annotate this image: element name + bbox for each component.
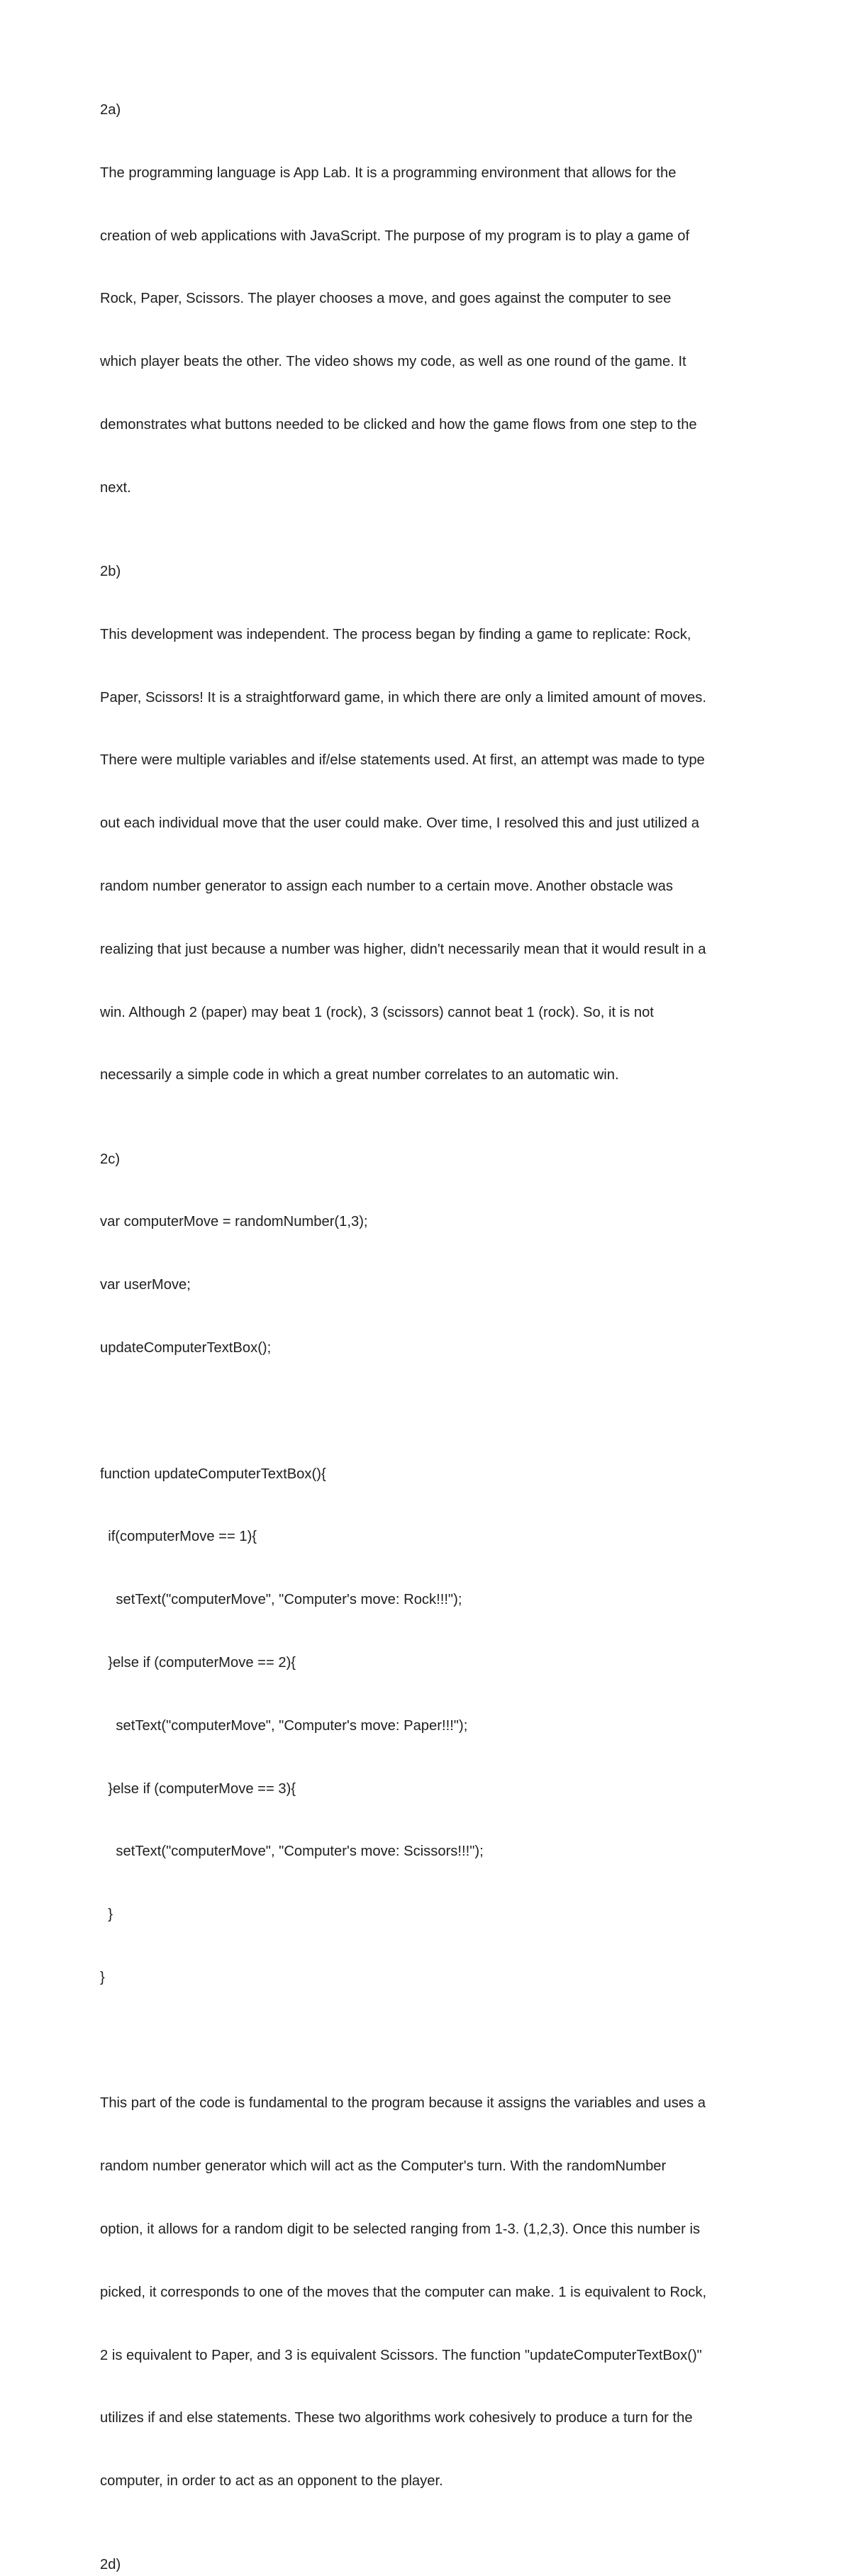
- paragraph-line: demonstrates what buttons needed to be clicked and how the game flows from one step to the: [100, 416, 697, 433]
- section-2a-heading: 2a): [100, 102, 121, 118]
- code-line: setText("computerMove", "Computer's move: Scissors!!!");: [100, 1844, 484, 1860]
- paragraph-line: next.: [100, 479, 131, 496]
- blank-line: [100, 2534, 760, 2555]
- paragraph-line: picked, it corresponds to one of the moves that the computer can make. 1 is equivalent to Rock,: [100, 2284, 707, 2300]
- code-line: }: [100, 1969, 105, 1985]
- paragraph-line: This development was independent. The process began by finding a game to replicate: Rock,: [100, 626, 691, 642]
- paragraph-line: 2 is equivalent to Paper, and 3 is equivalent Scissors. The function "updateComputerTextBox()": [100, 2347, 702, 2363]
- paragraph-line: random number generator to assign each number to a certain move. Another obstacle was: [100, 878, 673, 894]
- paragraph-line: Rock, Paper, Scissors. The player chooses a move, and goes against the computer to see: [100, 291, 672, 307]
- blank-line: [100, 1128, 760, 1149]
- code-line: setText("computerMove", "Computer's move: Rock!!!");: [100, 1592, 462, 1608]
- code-line: var computerMove = randomNumber(1,3);: [100, 1214, 368, 1230]
- paragraph-line: The programming language is App Lab. It is a programming environment that allows for the: [100, 165, 677, 181]
- paragraph-line: computer, in order to act as an opponent to the player.: [100, 2473, 443, 2489]
- blank-line: [100, 540, 760, 562]
- blank-line: [100, 2031, 760, 2052]
- code-line: var userMove;: [100, 1277, 191, 1293]
- blank-line: [100, 1401, 760, 1422]
- code-block-declarations: [100, 1170, 760, 1401]
- paragraph-line: Paper, Scissors! It is a straightforward game, in which there are only a limited amount of moves.: [100, 689, 706, 706]
- paragraph-line: There were multiple variables and if/else statements used. At first, an attempt was made to type: [100, 752, 705, 769]
- section-2a-paragraph: [100, 121, 760, 541]
- paragraph-line: out each individual move that the user could make. Over time, I resolved this and just utilized a: [100, 815, 699, 832]
- section-2c-heading: 2c): [100, 1151, 121, 1167]
- paragraph-line: utilizes if and else statements. These two algorithms work cohesively to produce a turn for the: [100, 2410, 693, 2426]
- code-block-function: [100, 1422, 760, 2030]
- code-line: setText("computerMove", "Computer's move: Paper!!!");: [100, 1717, 468, 1734]
- code-line: }else if (computerMove == 2){: [100, 1654, 296, 1671]
- section-2b-heading: 2b): [100, 564, 121, 580]
- code-line: function updateComputerTextBox(){: [100, 1466, 326, 1482]
- paragraph-line: necessarily a simple code in which a great number correlates to an automatic win.: [100, 1067, 619, 1083]
- paragraph-line: realizing that just because a number was higher, didn't necessarily mean that it would result in a: [100, 941, 706, 957]
- code-line: if(computerMove == 1){: [100, 1529, 257, 1545]
- document-page: [100, 100, 760, 2576]
- section-2b-paragraph: [100, 583, 760, 1128]
- paragraph-line: random number generator which will act as the Computer's turn. With the randomNumber: [100, 2158, 667, 2175]
- section-2d-heading: 2d): [100, 2557, 121, 2573]
- code-line: }else if (computerMove == 3){: [100, 1780, 296, 1797]
- paragraph-line: win. Although 2 (paper) may beat 1 (rock), 3 (scissors) cannot beat 1 (rock). So, it is not: [100, 1004, 654, 1020]
- code-line: }: [100, 1907, 113, 1923]
- code-line: updateComputerTextBox();: [100, 1340, 272, 1356]
- section-2c-paragraph: [100, 2051, 760, 2534]
- paragraph-line: option, it allows for a random digit to be selected ranging from 1-3. (1,2,3). Once this number is: [100, 2221, 701, 2237]
- paragraph-line: creation of web applications with JavaScript. The purpose of my program is to play a game of: [100, 228, 690, 244]
- paragraph-line: which player beats the other. The video shows my code, as well as one round of the game. It: [100, 354, 686, 370]
- paragraph-line: This part of the code is fundamental to the program because it assigns the variables and uses a: [100, 2095, 706, 2112]
